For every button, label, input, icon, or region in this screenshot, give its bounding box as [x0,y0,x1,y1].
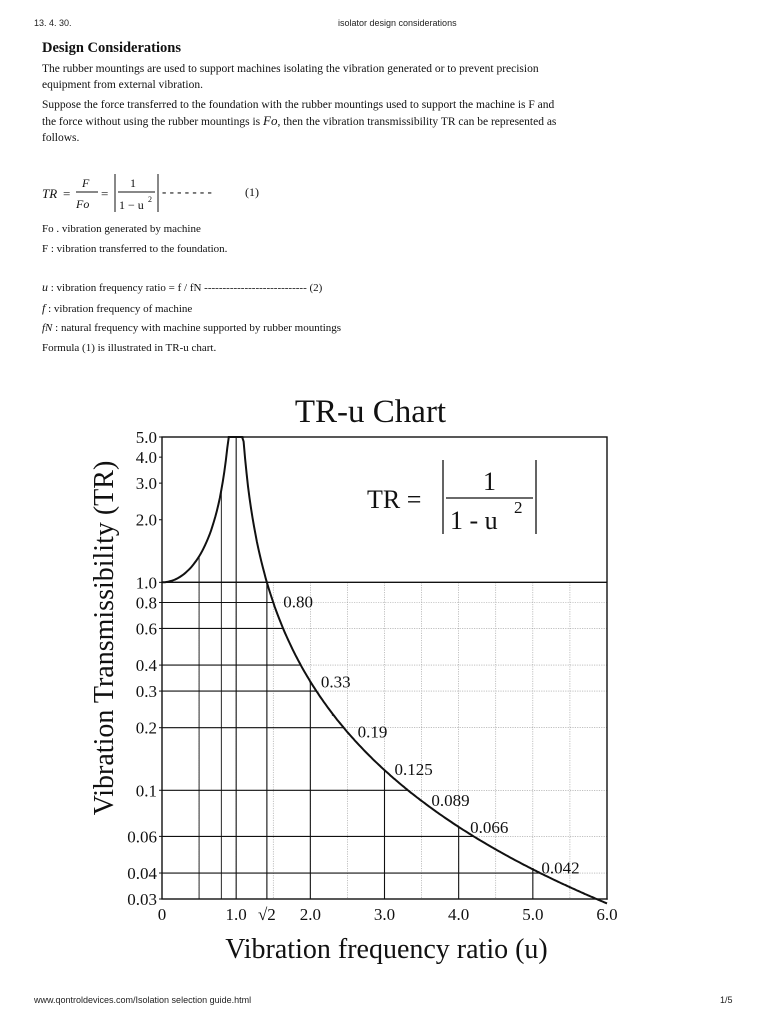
y-tick-label: 0.2 [135,718,157,738]
tr-u-chart-region [0,380,768,980]
y-tick-label: 0.04 [127,864,157,884]
x-tick-label: 3.0 [373,905,396,924]
source-url: www.qontroldevices.com/Isolation selection guide.html [34,995,252,1005]
fm-symbol: f [42,300,46,315]
y-tick-label: 0.06 [127,827,157,847]
y-tick-label: 0.4 [135,656,157,676]
x-tick-label: √2 [257,905,276,924]
document-body [42,40,562,150]
tr-formula [42,172,342,216]
y-tick-label: 3.0 [135,474,157,494]
chart-formula-lhs: TR = [367,485,422,514]
y-tick-label: 2.0 [135,510,157,530]
curve-annotation: 0.125 [394,760,433,780]
y-axis-label: Vibration Transmissibility (TR) [89,460,120,816]
data-point [250,508,252,510]
data-point [310,682,312,684]
definitions [42,220,562,358]
data-point [235,436,237,438]
y-tick-label: 1.0 [135,573,157,593]
def-fm-text: : vibration frequency of machine [45,302,193,315]
data-point [458,827,460,829]
formula-eq-2: = [101,186,109,201]
chart-formula-den: 1 - u [450,506,498,535]
formula-lhs: TR [42,186,58,201]
y-tick-label: 0.03 [127,890,157,909]
formula-exp: 2 [148,195,152,204]
u-symbol: u [42,280,48,294]
x-tick-label: 0 [157,905,167,924]
data-point [569,887,571,889]
print-date: 13. 4. 30. [34,18,72,28]
formula-den: Fo [76,197,90,211]
chart-formula-num: 1 [483,467,496,496]
curve-annotation: 0.066 [470,817,509,837]
tr-u-chart [0,380,768,980]
y-tick-label: 0.1 [135,781,157,801]
fo-symbol: Fo [263,113,278,128]
formula-num: F [82,176,90,190]
y-tick-label: 0.6 [135,619,157,639]
print-title: isolator design considerations [338,18,457,28]
y-tick-label: 5.0 [135,428,157,447]
page-number: 1/5 [720,995,733,1005]
data-point [384,769,386,771]
force-paragraph [42,97,562,146]
data-point [243,436,245,438]
formula-dashes: - - - - - - - [162,184,212,199]
def-fn [42,319,562,339]
curve-annotation: 0.042 [541,858,580,878]
data-point [606,898,608,900]
fn-symbol: fN [42,322,53,334]
def-u [42,278,562,299]
data-point [228,436,230,438]
y-tick-label: 0.3 [135,682,157,702]
def-fo: Fo . vibration generated by machine [42,223,201,235]
def-f: F : vibration transferred to the foundation. [42,242,228,255]
x-tick-label: 4.0 [448,905,470,924]
data-point [198,556,200,558]
force-paragraph-end: , then the vibration transmissibility TR can be represented as follows. [42,116,557,144]
def-u-text: : vibration frequency ratio = f / fN ---------------------------- (2) [48,282,323,294]
x-axis-label: Vibration frequency ratio (u) [225,934,548,965]
chart-title: TR-u Chart [294,394,447,430]
spacer [42,259,562,278]
intro-paragraph: The rubber mountings are used to support machines isolating the vibration generated or to prevent precision equipment from external vibration. [42,63,539,91]
curve-annotation: 0.80 [283,592,313,612]
data-point [347,732,349,734]
x-tick-label: 2.0 [299,905,321,924]
curve-annotation: 0.33 [320,672,351,692]
x-tick-label: 1.0 [225,905,247,924]
formula-one: 1 [130,176,136,190]
force-paragraph-start: Suppose the force transferred to the foundation with the rubber mountings used to support the machine is F and the force without using the rubber mountings is [42,99,555,128]
data-point [532,868,534,870]
formula-note: Formula (1) is illustrated in TR-u chart. [42,341,217,354]
y-tick-label: 4.0 [135,448,157,468]
chart-formula-exp: 2 [514,498,523,517]
data-point [272,602,274,604]
data-point [421,800,423,802]
data-point [266,582,268,584]
data-point [495,849,497,851]
x-tick-label: 6.0 [596,905,618,924]
x-tick-label: 5.0 [522,905,544,924]
y-tick-label: 0.8 [135,593,157,613]
data-point [332,714,334,716]
def-fm [42,299,562,320]
curve-annotation: 0.089 [431,790,470,810]
data-point [221,489,223,491]
section-heading: Design Considerations [42,40,181,56]
formula-eq-1: = [63,186,71,201]
formula-tag: (1) [245,185,259,199]
def-fn-text: : natural frequency with machine supported by rubber mountings [52,322,342,334]
curve-annotation: 0.19 [357,722,388,742]
formula-den2: 1 − u [119,198,144,212]
